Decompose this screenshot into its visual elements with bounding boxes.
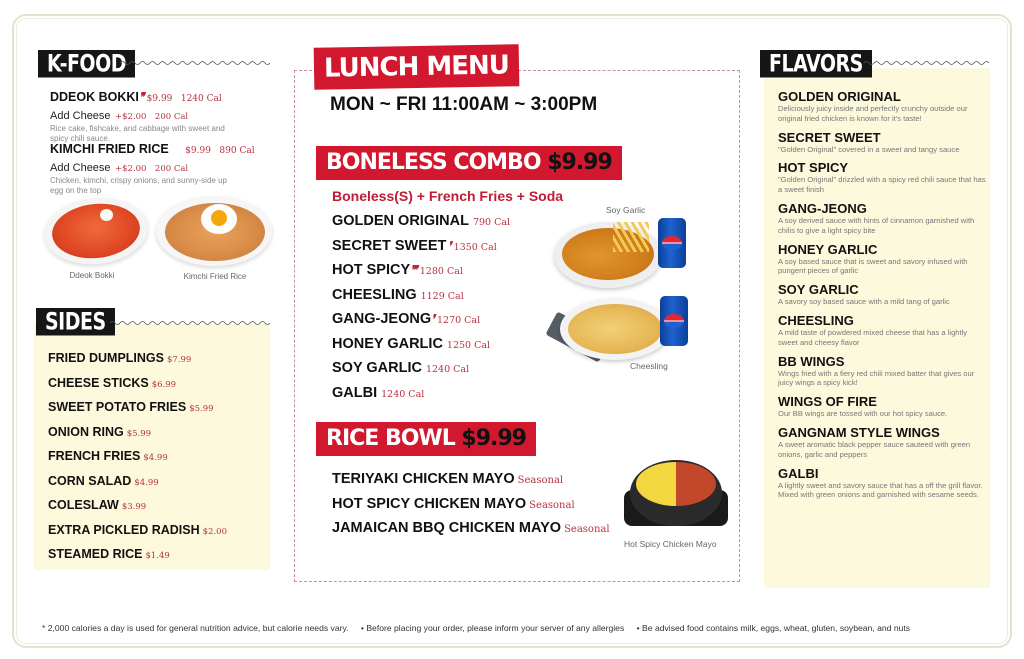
- photo-caption: Hot Spicy Chicken Mayo: [624, 539, 717, 549]
- item-name: DDEOK BOKKI: [50, 90, 139, 104]
- side-item: SWEET POTATO FRIES $5.99: [48, 400, 214, 414]
- side-item: FRENCH FRIES $4.99: [48, 449, 168, 463]
- combo-item: SECRET SWEET ❜ 1350 Cal: [332, 237, 497, 254]
- side-item: FRIED DUMPLINGS $7.99: [48, 351, 192, 365]
- addon-label: Add Cheese: [50, 110, 111, 122]
- rice-bowl-item: JAMAICAN BBQ CHICKEN MAYO Seasonal: [332, 520, 610, 536]
- photo-caption: Soy Garlic: [606, 205, 646, 215]
- item-price: $9.99: [146, 94, 173, 104]
- flavor-item: GALBI A lightly sweet and savory sauce that has a off the grill flavor. Mixed with green onions and garnished with sesame seeds.: [778, 465, 983, 500]
- wavy-divider: [120, 60, 270, 66]
- combo-item: SOY GARLIC 1240 Cal: [332, 360, 470, 376]
- item-description: Rice cake, fishcake, and cabbage with sweet and spicy chili sauce.: [50, 124, 225, 143]
- flavor-item: HONEY GARLIC A soy based sauce that is sweet and savory infused with pungent pieces of garlic: [778, 241, 968, 276]
- addon-price: +$2.00: [115, 164, 147, 174]
- combo-item: HONEY GARLIC 1250 Cal: [332, 335, 491, 352]
- flavor-item: GOLDEN ORIGINAL Deliciously juicy inside and perfectly crunchy outside our original fried chicken is known for it's taste!: [778, 89, 968, 123]
- addon-label: Add Cheese: [50, 162, 111, 174]
- combo-item: GOLDEN ORIGINAL 790 Cal: [332, 213, 511, 229]
- lunch-menu-title: LUNCH MENU: [323, 50, 510, 84]
- side-item: STEAMED RICE $1.49: [48, 547, 170, 561]
- chili-pepper-icon: ❜: [446, 238, 450, 253]
- sides-list: [48, 351, 227, 572]
- rice-bowl-item: HOT SPICY CHICKEN MAYO Seasonal: [332, 495, 575, 512]
- photo-caption: Ddeok Bokki: [69, 271, 115, 280]
- addon-calories: 200 Cal: [154, 164, 189, 174]
- item-description: Chicken, kimchi, crispy onions, and sunny-side up egg on the top: [50, 176, 227, 195]
- side-item: COLESLAW $3.99: [48, 498, 147, 512]
- photo-caption: Kimchi Fried Rice: [183, 272, 247, 281]
- combo-flavor-list: [332, 213, 510, 409]
- rice-bowl-heading: [316, 422, 536, 456]
- lunch-menu-heading: [314, 44, 520, 90]
- footer-allergy-note: • Before placing your order, please inform your server of any allergies: [360, 623, 625, 633]
- combo-title: BONELESS COMBO: [326, 150, 541, 175]
- item-price: $9.99: [185, 146, 211, 156]
- side-item: EXTRA PICKLED RADISH $2.00: [48, 522, 227, 537]
- photo-caption: Cheesling: [630, 361, 668, 371]
- side-item: ONION RING $5.99: [48, 424, 152, 439]
- item-name: KIMCHI FRIED RICE: [50, 142, 169, 156]
- flavor-item: SECRET SWEET "Golden Original" covered in a sweet and tangy sauce: [778, 129, 960, 154]
- wavy-divider: [110, 320, 270, 326]
- rice-bowl-price: $9.99: [461, 426, 526, 451]
- flavor-item: GANGNAM STYLE WINGS A sweet aromatic black pepper sauce sauteed with green onions, garlic and peppers: [778, 424, 971, 459]
- side-item: CHEESE STICKS $6.99: [48, 375, 177, 390]
- sides-heading: SIDES: [36, 308, 115, 336]
- addon-price: +$2.00: [115, 112, 147, 122]
- lunch-hours: MON ~ FRI 11:00AM ~ 3:00PM: [330, 94, 598, 115]
- rice-bowl-title: RICE BOWL: [326, 426, 455, 451]
- flavor-item: BB WINGS Wings fried with a fiery red chili mixed batter that gives our juicy wings a spicy kick!: [778, 353, 975, 388]
- combo-price: $9.99: [547, 150, 612, 175]
- chili-pepper-icon: ❜❜❜: [410, 263, 416, 277]
- side-item: CORN SALAD $4.99: [48, 473, 159, 488]
- chili-pepper-icon: ❜❜: [138, 90, 143, 104]
- boneless-combo-heading: [316, 146, 622, 180]
- combo-subtitle: Boneless(S) + French Fries + Soda: [332, 188, 564, 204]
- flavor-item: WINGS OF FIRE Our BB wings are tossed with our hot spicy sauce.: [778, 394, 948, 419]
- combo-item: CHEESLING 1129 Cal: [332, 286, 464, 303]
- wavy-divider: [864, 60, 990, 66]
- flavors-heading: FLAVORS: [760, 50, 872, 78]
- flavor-item: SOY GARLIC A savory soy based sauce with a mild tang of garlic: [778, 282, 950, 307]
- rice-bowl-list: [332, 471, 610, 545]
- item-calories: 890 Cal: [219, 146, 255, 156]
- kfood-item-kimchi-fried-rice: [50, 140, 280, 195]
- flavor-list: [778, 89, 988, 506]
- kfood-item-ddeok-bokki: [50, 88, 280, 143]
- footer-ingredients-note: • Be advised food contains milk, eggs, wheat, gluten, soybean, and nuts: [636, 623, 911, 633]
- combo-item: GALBI 1240 Cal: [332, 384, 425, 401]
- addon-calories: 200 Cal: [154, 112, 189, 122]
- flavor-item: HOT SPICY "Golden Original" drizzled with a spicy red chili sauce that has a sweet finish: [778, 160, 986, 195]
- footer-notes: [42, 623, 910, 633]
- kfood-heading: K-FOOD: [38, 50, 135, 78]
- combo-item: HOT SPICY❜❜❜ 1280 Cal: [332, 262, 463, 278]
- combo-item: GANG-JEONG❜ 1270 Cal: [332, 311, 481, 327]
- chili-pepper-icon: ❜: [431, 312, 433, 326]
- footer-calorie-note: * 2,000 calories a day is used for general nutrition advice, but calorie needs vary.: [42, 623, 349, 633]
- flavor-item: CHEESLING A mild taste of powdered mixed cheese that has a lightly sweet and cheesy flavor: [778, 312, 968, 347]
- item-calories: 1240 Cal: [180, 94, 222, 104]
- rice-bowl-item: TERIYAKI CHICKEN MAYO Seasonal: [332, 471, 564, 487]
- flavor-item: GANG-JEONG A soy derived sauce with hints of cinnamon garnished with chilis to give a light spicy bite: [778, 200, 975, 235]
